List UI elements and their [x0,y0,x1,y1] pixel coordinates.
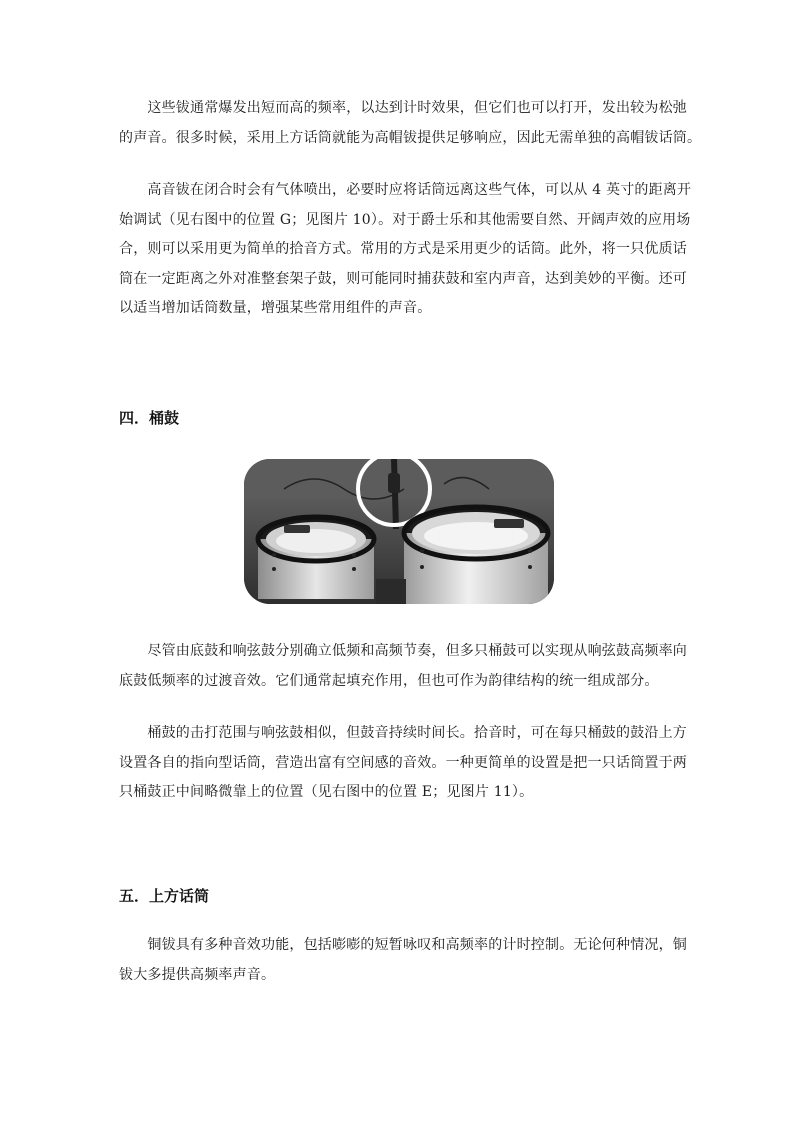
text-line: 高音钹在闭合时会有气体喷出，必要时应将话筒远离这些气体，可以从 4 英寸的距离开 [119,182,692,198]
section-heading-toms: 四．桶鼓 [119,409,180,427]
text-line: 只桶鼓正中间略微靠上的位置（见右图中的位置 E；见图片 11）。 [119,784,534,800]
section-heading-overhead-mics: 五．上方话筒 [119,887,210,905]
text-line: 桶鼓的击打范围与响弦鼓相似，但鼓音持续时间长。拾音时，可在每只桶鼓的鼓沿上方 [119,725,687,741]
text-line: 底鼓低频率的过渡音效。它们通常起填充作用，但也可作为韵律结构的统一组成部分。 [119,672,659,689]
paragraph-toms-intro [119,637,687,696]
paragraph-hihat-mic-placement [119,176,692,324]
text-line: 合，则可以采用更为简单的拾音方式。常用的方式是采用更少的话筒。此外，将一只优质话 [119,241,687,257]
text-line: 尽管由底鼓和响弦鼓分别确立低频和高频节奏，但多只桶鼓可以实现从响弦鼓高频率向 [119,643,687,659]
text-line: 钹大多提供高频率声音。 [119,966,276,983]
text-line: 以适当增加话筒数量，增强某些常用组件的声音。 [119,300,432,316]
text-line: 这些钹通常爆发出短而高的频率，以达到计时效果，但它们也可以打开，发出较为松弛 [119,100,687,116]
tom-drums-photo [244,459,554,604]
paragraph-hihat-cymbals [119,94,702,153]
text-line: 筒在一定距离之外对准整套架子鼓，则可能同时捕获鼓和室内声音，达到美妙的平衡。还可 [119,270,687,287]
text-line: 的声音。很多时候，采用上方话筒就能为高帽钹提供足够响应，因此无需单独的高帽钹话筒。 [119,129,702,146]
text-line: 铜钹具有多种音效功能，包括嘭嘭的短暂咏叹和高频率的计时控制。无论何种情况，铜 [119,937,687,953]
paragraph-cymbals [119,931,687,990]
text-line: 始调试（见右图中的位置 G；见图片 10）。对于爵士乐和其他需要自然、开阔声效的应用场 [119,211,691,228]
text-line: 设置各自的指向型话筒，营造出富有空间感的音效。一种更简单的设置是把一只话筒置于两 [119,754,687,771]
tom-drums-illustration [244,459,554,604]
paragraph-toms-mic-placement [119,719,687,808]
